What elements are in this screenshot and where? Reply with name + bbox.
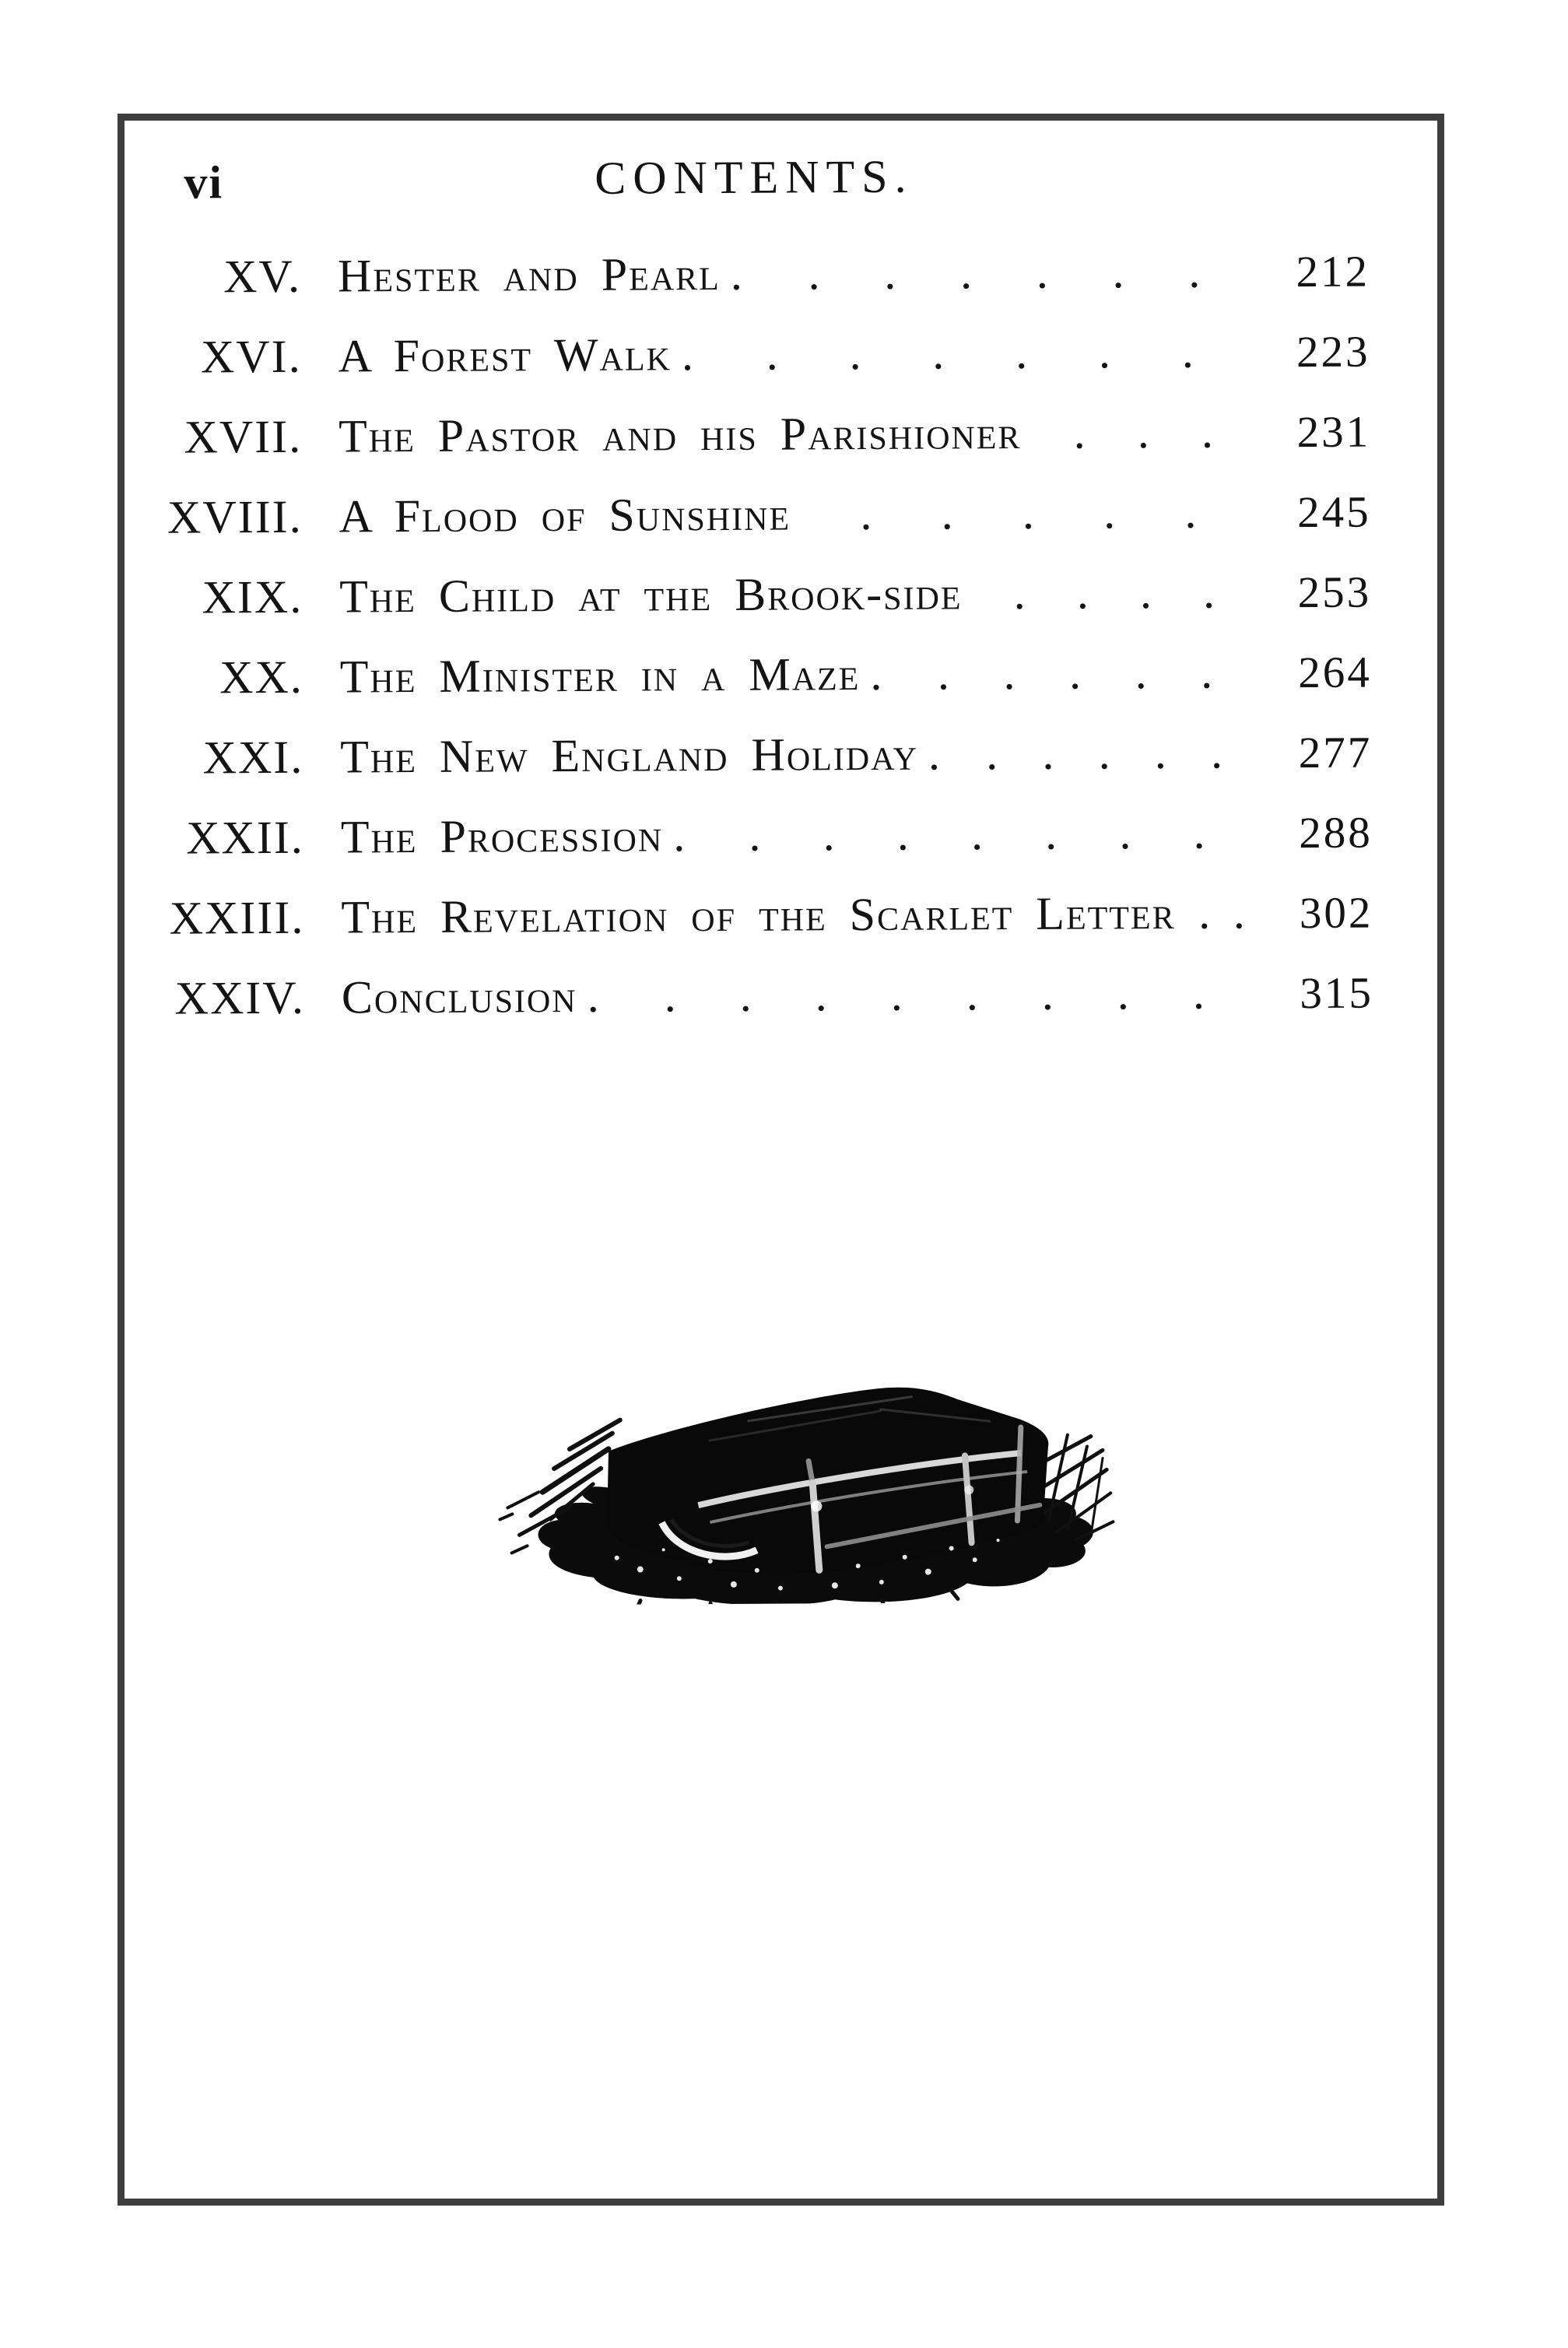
- toc-row: [121, 391, 1371, 478]
- leader-dot: .: [1076, 567, 1089, 619]
- dot-leader: [1021, 391, 1265, 473]
- leader-dot: .: [749, 809, 761, 861]
- chapter-title: A Forest Walk .: [338, 328, 696, 382]
- page-title: CONTENTS.: [595, 150, 914, 204]
- leader-dot: .: [1003, 647, 1016, 700]
- leader-dot: .: [1022, 486, 1035, 539]
- chapter-title: Hester and Pearl .: [337, 247, 744, 302]
- leader-dot: .: [1042, 727, 1054, 779]
- strap-buckle: [811, 1500, 822, 1511]
- toc-row: [120, 311, 1370, 398]
- leader-dot: .: [1112, 246, 1124, 298]
- leader-dot: .: [941, 487, 953, 539]
- leader-dot: .: [986, 728, 998, 780]
- page-content: [119, 114, 1443, 2199]
- chapter-title: The Pastor and his Parishioner: [338, 406, 1022, 462]
- page-number: 315: [1300, 968, 1374, 1019]
- leader-dot: .: [1015, 326, 1028, 378]
- title-period: .: [870, 648, 884, 700]
- title-period: .: [673, 809, 687, 862]
- leader-dot: .: [1103, 486, 1116, 539]
- leader-dot: .: [1192, 967, 1205, 1019]
- leader-dot: .: [970, 808, 984, 860]
- chapter-title: Conclusion .: [341, 970, 601, 1023]
- chapter-title: The Child at the Brook-side: [339, 567, 963, 623]
- chapter-numeral: XV.: [223, 250, 302, 303]
- chapter-title: The Minister in a Maze .: [339, 648, 884, 703]
- chapter-title: The New England Holiday .: [340, 728, 942, 783]
- leader-dot: .: [1201, 405, 1214, 458]
- chapter-numeral: XVIII.: [167, 490, 303, 543]
- leader-dot: .: [1154, 726, 1166, 779]
- leader-dot: .: [1137, 406, 1149, 458]
- title-period: .: [928, 728, 942, 780]
- toc-row: [121, 552, 1372, 638]
- toc-row: [120, 231, 1370, 318]
- leader-dot: .: [849, 328, 861, 380]
- leader-dot: .: [1188, 245, 1201, 297]
- page-number: 288: [1299, 808, 1373, 858]
- page-number: 277: [1298, 728, 1373, 778]
- leader-dot: .: [932, 327, 945, 379]
- leader-dot: .: [966, 968, 978, 1020]
- leader-dot: .: [1098, 727, 1110, 779]
- leader-dot: .: [1098, 326, 1111, 378]
- chapter-numeral: XXIII.: [169, 891, 305, 944]
- chapter-numeral: XVI.: [200, 330, 302, 383]
- chapter-numeral: XXIV.: [174, 971, 306, 1024]
- toc-list: [120, 231, 1373, 1039]
- chapter-title: The Procession .: [340, 809, 687, 863]
- chapter-numeral: XXII.: [186, 811, 305, 864]
- chapter-numeral: XVII.: [184, 410, 303, 463]
- leader-dot: .: [823, 809, 835, 861]
- leader-dot: .: [884, 247, 896, 299]
- leader-dot: .: [1041, 967, 1054, 1020]
- leader-dot: .: [664, 970, 676, 1022]
- leader-dot: .: [1201, 646, 1213, 698]
- dot-leader: [791, 472, 1266, 554]
- leader-dot: .: [1119, 807, 1131, 859]
- leader-dot: .: [1013, 567, 1026, 619]
- leader-dot: .: [1184, 486, 1197, 538]
- dot-leader: [1175, 872, 1268, 953]
- leader-dot: .: [1198, 886, 1211, 939]
- chapter-numeral: XX.: [219, 651, 303, 704]
- leader-dot: .: [1139, 567, 1152, 619]
- leader-dot: .: [1181, 325, 1194, 377]
- title-period: .: [730, 247, 744, 300]
- chapter-title: A Flood of Sunshine: [339, 488, 791, 542]
- page-number: 264: [1298, 648, 1372, 698]
- dot-leader: [743, 231, 1265, 314]
- leader-dot: .: [1117, 967, 1129, 1020]
- toc-row: [121, 632, 1372, 718]
- dot-leader: [962, 552, 1266, 634]
- toc-row: [123, 792, 1373, 879]
- leader-dot: .: [739, 969, 752, 1021]
- page-number: 253: [1297, 567, 1372, 618]
- leader-dot: .: [890, 968, 903, 1020]
- page-number: 212: [1296, 247, 1370, 297]
- chest-engraving-illustration: [475, 1372, 1115, 1605]
- dot-leader: [686, 792, 1268, 876]
- leader-dot: .: [860, 487, 872, 540]
- leader-dot: .: [937, 648, 950, 700]
- leader-dot: .: [1233, 886, 1245, 939]
- toc-row: [124, 953, 1374, 1039]
- leader-dot: .: [1068, 647, 1082, 699]
- leader-dot: .: [959, 247, 973, 299]
- page-rule-border: [118, 114, 1444, 2206]
- leader-dot: .: [1210, 726, 1223, 778]
- page-number: 302: [1299, 888, 1373, 939]
- toc-row: [122, 712, 1373, 798]
- title-period: .: [681, 328, 696, 381]
- dot-leader: [883, 632, 1267, 714]
- title-period: .: [587, 970, 601, 1022]
- folio-number: vi: [184, 156, 224, 209]
- leader-dot: .: [1036, 246, 1048, 298]
- dot-leader: [600, 953, 1268, 1036]
- page-number: 223: [1296, 327, 1370, 377]
- leader-dot: .: [766, 328, 778, 380]
- chapter-numeral: XXI.: [202, 731, 304, 784]
- toc-row: [121, 472, 1371, 558]
- leader-dot: .: [815, 969, 827, 1021]
- leader-dot: .: [1202, 566, 1215, 618]
- leader-dot: .: [1044, 807, 1058, 859]
- chapter-numeral: XIX.: [202, 570, 303, 623]
- leader-dot: .: [1073, 406, 1086, 458]
- toc-row: [123, 872, 1373, 959]
- leader-dot: .: [808, 247, 820, 300]
- page-number: 245: [1297, 487, 1371, 538]
- chapter-title: The Revelation of the Scarlet Letter: [341, 886, 1176, 943]
- dot-leader: [942, 712, 1268, 794]
- leader-dot: .: [1135, 647, 1147, 699]
- dot-leader: [695, 311, 1265, 395]
- page-number: 231: [1296, 407, 1371, 458]
- leader-dot: .: [1193, 806, 1205, 858]
- strap-buckle: [964, 1485, 973, 1494]
- leader-dot: .: [896, 808, 909, 860]
